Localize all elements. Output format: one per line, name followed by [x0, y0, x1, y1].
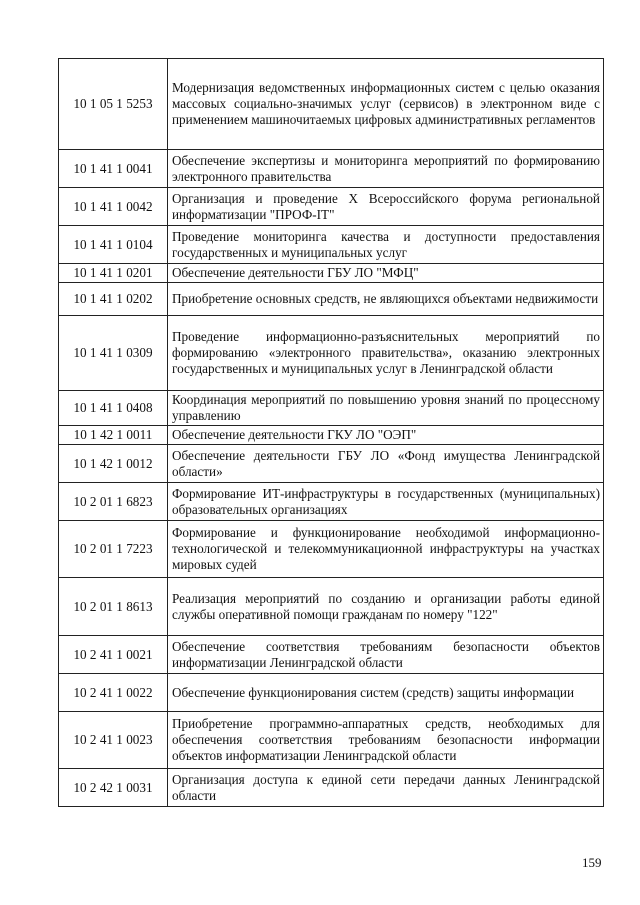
table-row — [59, 316, 604, 391]
page-number: 159 — [582, 855, 602, 870]
row-code: 10 2 41 1 0021 — [59, 636, 168, 674]
row-code: 10 1 41 1 0201 — [59, 264, 168, 283]
row-code: 10 2 41 1 0022 — [59, 674, 168, 712]
table-row — [59, 264, 604, 283]
row-description: Обеспечение деятельности ГБУ ЛО «Фонд имущества Ленинградской области» — [168, 445, 604, 483]
row-code: 10 1 41 1 0309 — [59, 316, 168, 391]
table-body — [59, 59, 604, 807]
table-row — [59, 521, 604, 578]
row-description: Обеспечение деятельности ГКУ ЛО "ОЭП" — [168, 426, 604, 445]
row-code: 10 1 41 1 0104 — [59, 226, 168, 264]
row-description: Обеспечение соответствия требованиям безопасности объектов информатизации Ленинградской области — [168, 636, 604, 674]
row-code: 10 1 42 1 0011 — [59, 426, 168, 445]
row-description: Координация мероприятий по повышению уровня знаний по процессному управлению — [168, 391, 604, 426]
table-row — [59, 445, 604, 483]
row-description: Реализация мероприятий по созданию и организации работы единой службы оперативной помощи гражданам по номеру "122" — [168, 578, 604, 636]
row-description: Приобретение программно-аппаратных средств, необходимых для обеспечения соответствия требованиям безопасности информации объектов информатизации Ленинградской области — [168, 712, 604, 769]
row-code: 10 2 01 1 7223 — [59, 521, 168, 578]
table-row — [59, 483, 604, 521]
row-code: 10 1 41 1 0041 — [59, 150, 168, 188]
table-row — [59, 59, 604, 150]
row-description: Обеспечение экспертизы и мониторинга мероприятий по формированию электронного правительства — [168, 150, 604, 188]
row-code: 10 1 05 1 5253 — [59, 59, 168, 150]
table-row — [59, 578, 604, 636]
row-code: 10 1 41 1 0202 — [59, 283, 168, 316]
table-row — [59, 426, 604, 445]
row-code: 10 1 41 1 0408 — [59, 391, 168, 426]
row-description: Проведение информационно-разъяснительных мероприятий по формированию «электронного правительства», оказанию электронных государственных и муниципальных услуг в Ленинградской области — [168, 316, 604, 391]
table-row — [59, 283, 604, 316]
row-code: 10 1 41 1 0042 — [59, 188, 168, 226]
table-row — [59, 712, 604, 769]
row-description: Модернизация ведомственных информационных систем с целью оказания массовых социально-значимых услуг (сервисов) в электронном виде с применением машиночитаемых цифровых административных регламентов — [168, 59, 604, 150]
row-code: 10 2 01 1 6823 — [59, 483, 168, 521]
row-code: 10 2 41 1 0023 — [59, 712, 168, 769]
row-description: Организация доступа к единой сети передачи данных Ленинградской области — [168, 769, 604, 807]
row-code: 10 2 01 1 8613 — [59, 578, 168, 636]
row-description: Приобретение основных средств, не являющихся объектами недвижимости — [168, 283, 604, 316]
row-description: Проведение мониторинга качества и доступности предоставления государственных и муниципальных услуг — [168, 226, 604, 264]
table-row — [59, 769, 604, 807]
row-code: 10 2 42 1 0031 — [59, 769, 168, 807]
table-row — [59, 188, 604, 226]
budget-code-table — [58, 58, 604, 807]
row-description: Организация и проведение X Всероссийского форума региональной информатизации "ПРОФ-IT" — [168, 188, 604, 226]
table-row — [59, 226, 604, 264]
table-row — [59, 150, 604, 188]
table-row — [59, 391, 604, 426]
row-description: Обеспечение деятельности ГБУ ЛО "МФЦ" — [168, 264, 604, 283]
row-description: Обеспечение функционирования систем (средств) защиты информации — [168, 674, 604, 712]
row-description: Формирование и функционирование необходимой информационно-технологической и телекоммуникационной инфраструктуры на участках мировых судей — [168, 521, 604, 578]
row-description: Формирование ИТ-инфраструктуры в государственных (муниципальных) образовательных организациях — [168, 483, 604, 521]
row-code: 10 1 42 1 0012 — [59, 445, 168, 483]
table-row — [59, 674, 604, 712]
table-row — [59, 636, 604, 674]
